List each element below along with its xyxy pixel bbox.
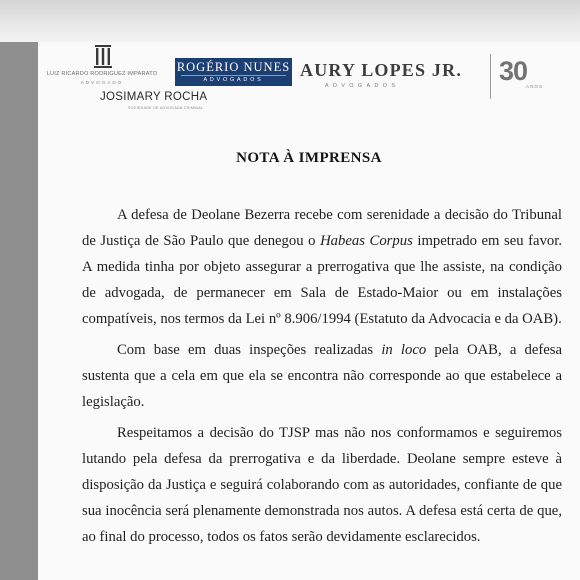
photo-top-band [0, 0, 580, 42]
firm2-name: ROGÉRIO NUNES [176, 60, 291, 74]
columns-icon [94, 44, 112, 70]
firm3-subtitle: ADVOGADOS [325, 83, 400, 89]
document-body [82, 202, 562, 555]
body-paragraph [82, 420, 562, 550]
italic-term: in loco [381, 342, 427, 358]
firm1-name-line2: JOSIMARY ROCHA [100, 91, 208, 103]
body-paragraph [82, 337, 562, 415]
document-title: NOTA À IMPRENSA [236, 150, 382, 166]
firm1-subtitle2: SOCIEDADE DE ADVOGADA CRIMINAL [128, 106, 204, 110]
firm2-subtitle: ADVOGADOS [203, 77, 264, 83]
letterhead-divider [490, 54, 491, 99]
firm2-rule [181, 75, 286, 76]
text-run: Respeitamos a decisão do TJSP mas não nos conformamos e seguiremos lutando pela defesa da prerrogativa e da liberdade. Deolane sempre esteve à disposição da Justiça e seguirá colaborando com as autoridades, confiante de que sua inocência será plenamente demonstrada nos autos. A defesa está certa de que, ao final do processo, todos os fatos serão devidamente esclarecidos. [82, 425, 562, 545]
photo-left-edge [0, 42, 38, 580]
anniversary-unit: ANOS [526, 84, 544, 89]
anniversary-number: 30 [499, 56, 528, 86]
text-run: Com base em duas inspeções realizadas [117, 342, 382, 358]
firm1-name-line1: LUIZ RICARDO RODRIGUEZ IMPARATO [46, 71, 158, 77]
text-run: A defesa de Deolane Bezerra recebe com serenidade a decisão do Tribunal de Justiça de São Paulo que denegou o [82, 207, 562, 249]
text-run: pela OAB, a defesa sustenta que a cela em que ela se encontra não corresponde ao que estabelece a legislação. [82, 342, 563, 410]
text-run: impetrado em seu favor. A medida tinha por objeto assegurar a prerrogativa que lhe assiste, na condição de advogada, de permanecer em Sala de Estado-Maior ou em instalações compatíveis, nos termos da Lei nº 8.906/1994 (Estatuto da Advocacia e da OAB). [82, 233, 563, 327]
body-paragraph [82, 202, 562, 332]
italic-term: Habeas Corpus [320, 233, 413, 249]
press-release-page [38, 42, 580, 580]
firm3-name: AURY LOPES JR. [300, 60, 463, 80]
logo-rogerio-nunes [175, 58, 292, 86]
firm1-subtitle1: ADVOGADO [80, 80, 124, 85]
